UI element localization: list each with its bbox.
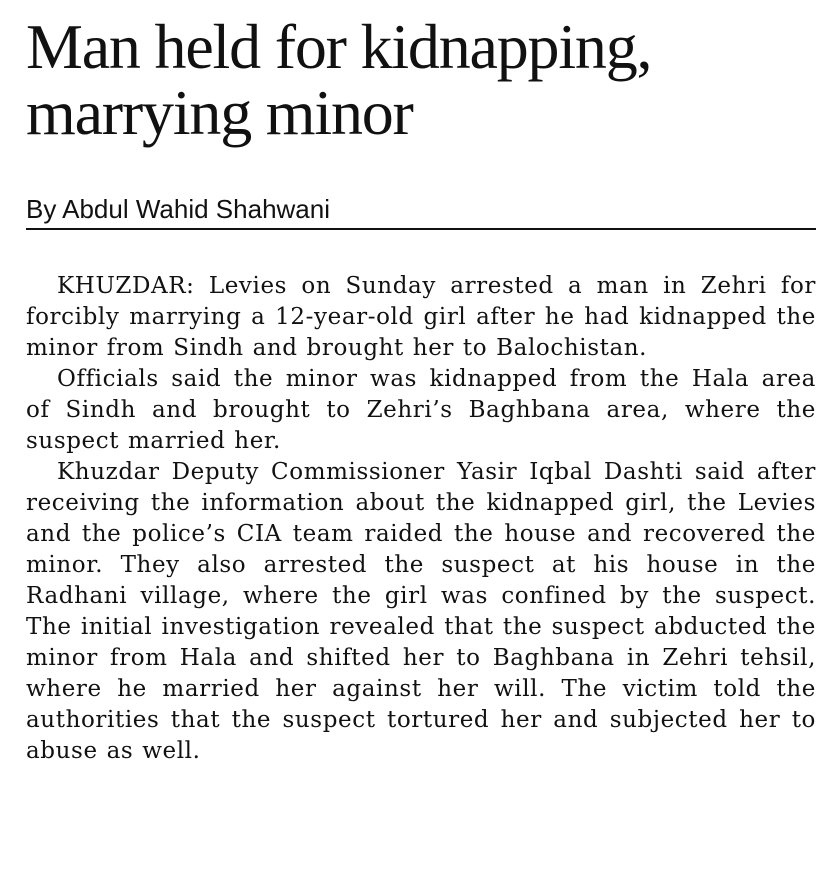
paragraph-2: Officials said the minor was kidnapped from the Hala area of Sindh and brought to Zehri’s Baghbana area, where the suspect married her.	[26, 366, 816, 454]
byline: By Abdul Wahid Shahwani	[26, 194, 331, 224]
byline-divider	[26, 228, 816, 230]
news-article	[26, 11, 816, 767]
article-body	[26, 271, 816, 767]
paragraph-1: KHUZDAR: Levies on Sunday arrested a man in Zehri for forcibly marrying a 12-year-old girl after he had kidnapped the minor from Sindh and brought her to Balochistan.	[26, 273, 816, 361]
headline: Man held for kidnapping, marrying minor	[26, 11, 652, 148]
paragraph-3: Khuzdar Deputy Commissioner Yasir Iqbal Dashti said after receiving the information about the kidnapped girl, the Levies and the police’s CIA team raided the house and recovered the minor. They also arrested the suspect at his house in the Radhani village, where the girl was confined by the suspect. The initial investigation revealed that the suspect abducted the minor from Hala and shifted her to Baghbana in Zehri tehsil, where he married her against her will. The victim told the authorities that the suspect tortured her and subjected her to abuse as well.	[26, 459, 816, 764]
